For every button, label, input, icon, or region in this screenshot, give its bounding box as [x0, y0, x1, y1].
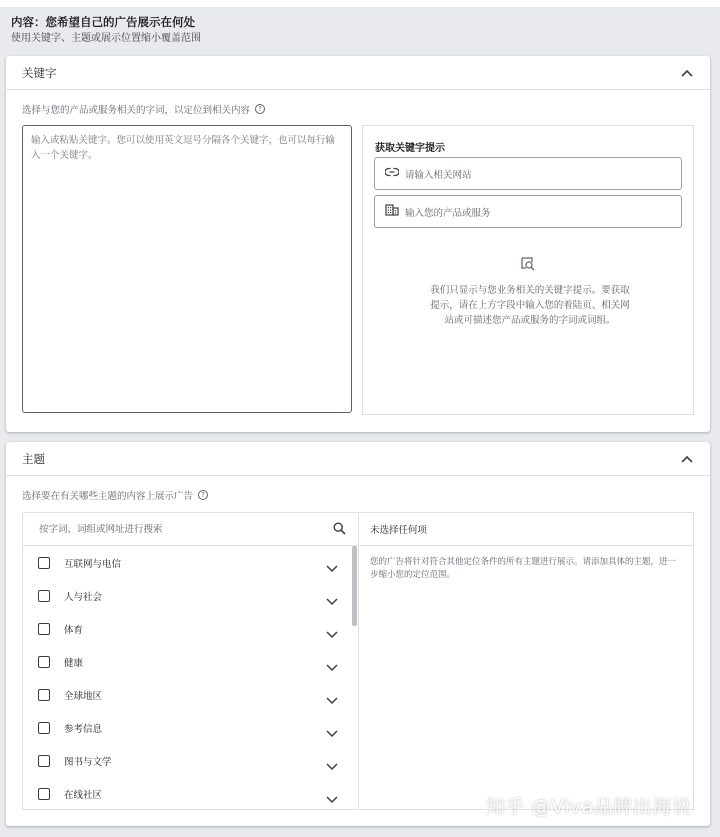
- product-input[interactable]: [374, 195, 682, 228]
- list-item[interactable]: [23, 744, 358, 777]
- topics-description: 选择要在有关哪些主题的内容上展示广告: [22, 491, 194, 502]
- checkbox[interactable]: [38, 623, 50, 635]
- topics-list: [23, 546, 358, 810]
- list-item[interactable]: [23, 579, 358, 612]
- chevron-down-icon[interactable]: [326, 624, 338, 634]
- keyword-ideas-panel: [362, 125, 694, 415]
- topics-selector: [22, 512, 694, 810]
- checkbox[interactable]: [38, 689, 50, 701]
- product-input-placeholder: 输入您的产品或服务: [405, 207, 491, 219]
- keywords-description-row: [22, 102, 265, 116]
- keywords-card-header[interactable]: [6, 56, 710, 90]
- topics-title: 主题: [22, 451, 45, 466]
- search-document-icon: [520, 256, 536, 276]
- chevron-down-icon[interactable]: [326, 756, 338, 766]
- search-icon[interactable]: [333, 520, 346, 539]
- website-input-placeholder: 请输入相关网站: [405, 169, 472, 181]
- top-strip: [0, 0, 720, 7]
- chevron-down-icon[interactable]: [326, 690, 338, 700]
- list-item[interactable]: [23, 645, 358, 678]
- chevron-up-icon[interactable]: [680, 452, 694, 466]
- topic-label: 体育: [64, 624, 84, 636]
- keyword-ideas-empty-text: 我们只显示与您业务相关的关键字提示。要获取提示，请在上方字段中输入您的着陆页、相关网站或可描述您产品或服务的字词或词组。: [430, 285, 630, 326]
- topics-card-header[interactable]: [6, 442, 710, 476]
- topics-description-row: [22, 488, 208, 502]
- page-header: [11, 14, 201, 46]
- chevron-down-icon[interactable]: [326, 558, 338, 568]
- topic-label: 人与社会: [64, 591, 103, 603]
- website-input[interactable]: [374, 157, 682, 190]
- link-icon: [385, 167, 399, 180]
- list-item[interactable]: [23, 678, 358, 711]
- topic-label: 互联网与电信: [64, 558, 122, 570]
- checkbox[interactable]: [38, 590, 50, 602]
- topics-browse-panel: [23, 513, 359, 809]
- list-item[interactable]: [23, 777, 358, 810]
- topic-label: 参考信息: [64, 723, 103, 735]
- topics-card: [6, 442, 710, 826]
- watermark: 知乎 @Viva品牌出海说: [486, 796, 692, 818]
- checkbox[interactable]: [38, 755, 50, 767]
- list-item[interactable]: [23, 546, 358, 579]
- chevron-down-icon[interactable]: [326, 591, 338, 601]
- topic-label: 在线社区: [64, 789, 103, 801]
- chevron-down-icon[interactable]: [326, 723, 338, 733]
- checkbox[interactable]: [38, 557, 50, 569]
- keywords-input[interactable]: [22, 125, 352, 413]
- keywords-description: 选择与您的产品或服务相关的字词，以定位到相关内容: [22, 105, 251, 116]
- chevron-down-icon[interactable]: [326, 657, 338, 667]
- page-title: 内容：您希望自己的广告展示在何处: [11, 15, 195, 29]
- topic-label: 图书与文学: [64, 756, 112, 768]
- topic-label: 健康: [64, 657, 84, 669]
- list-item[interactable]: [23, 711, 358, 744]
- list-item[interactable]: [23, 612, 358, 645]
- page-subtitle: 使用关键字、主题或展示位置缩小覆盖范围: [11, 33, 201, 44]
- checkbox[interactable]: [38, 788, 50, 800]
- topic-label: 全球地区: [64, 690, 103, 702]
- chevron-down-icon[interactable]: [326, 789, 338, 799]
- help-icon[interactable]: ?: [198, 490, 208, 500]
- keyword-ideas-title: 获取关键字提示: [375, 143, 445, 154]
- topics-search-input[interactable]: [39, 524, 309, 535]
- help-icon[interactable]: ?: [255, 104, 265, 114]
- building-icon: [385, 204, 399, 219]
- checkbox[interactable]: [38, 656, 50, 668]
- topics-search-bar: [23, 513, 358, 546]
- checkbox[interactable]: [38, 722, 50, 734]
- keywords-title: 关键字: [22, 65, 57, 80]
- selected-topics-header: 未选择任何项: [360, 513, 693, 546]
- keywords-card: [6, 56, 710, 432]
- topics-selected-panel: [360, 513, 693, 809]
- topics-scrollbar[interactable]: [352, 546, 357, 626]
- selected-topics-text: 您的广告将针对符合其他定位条件的所有主题进行展示。请添加具体的主题，进一步缩小您的定位范围。: [370, 557, 677, 580]
- chevron-up-icon[interactable]: [680, 66, 694, 80]
